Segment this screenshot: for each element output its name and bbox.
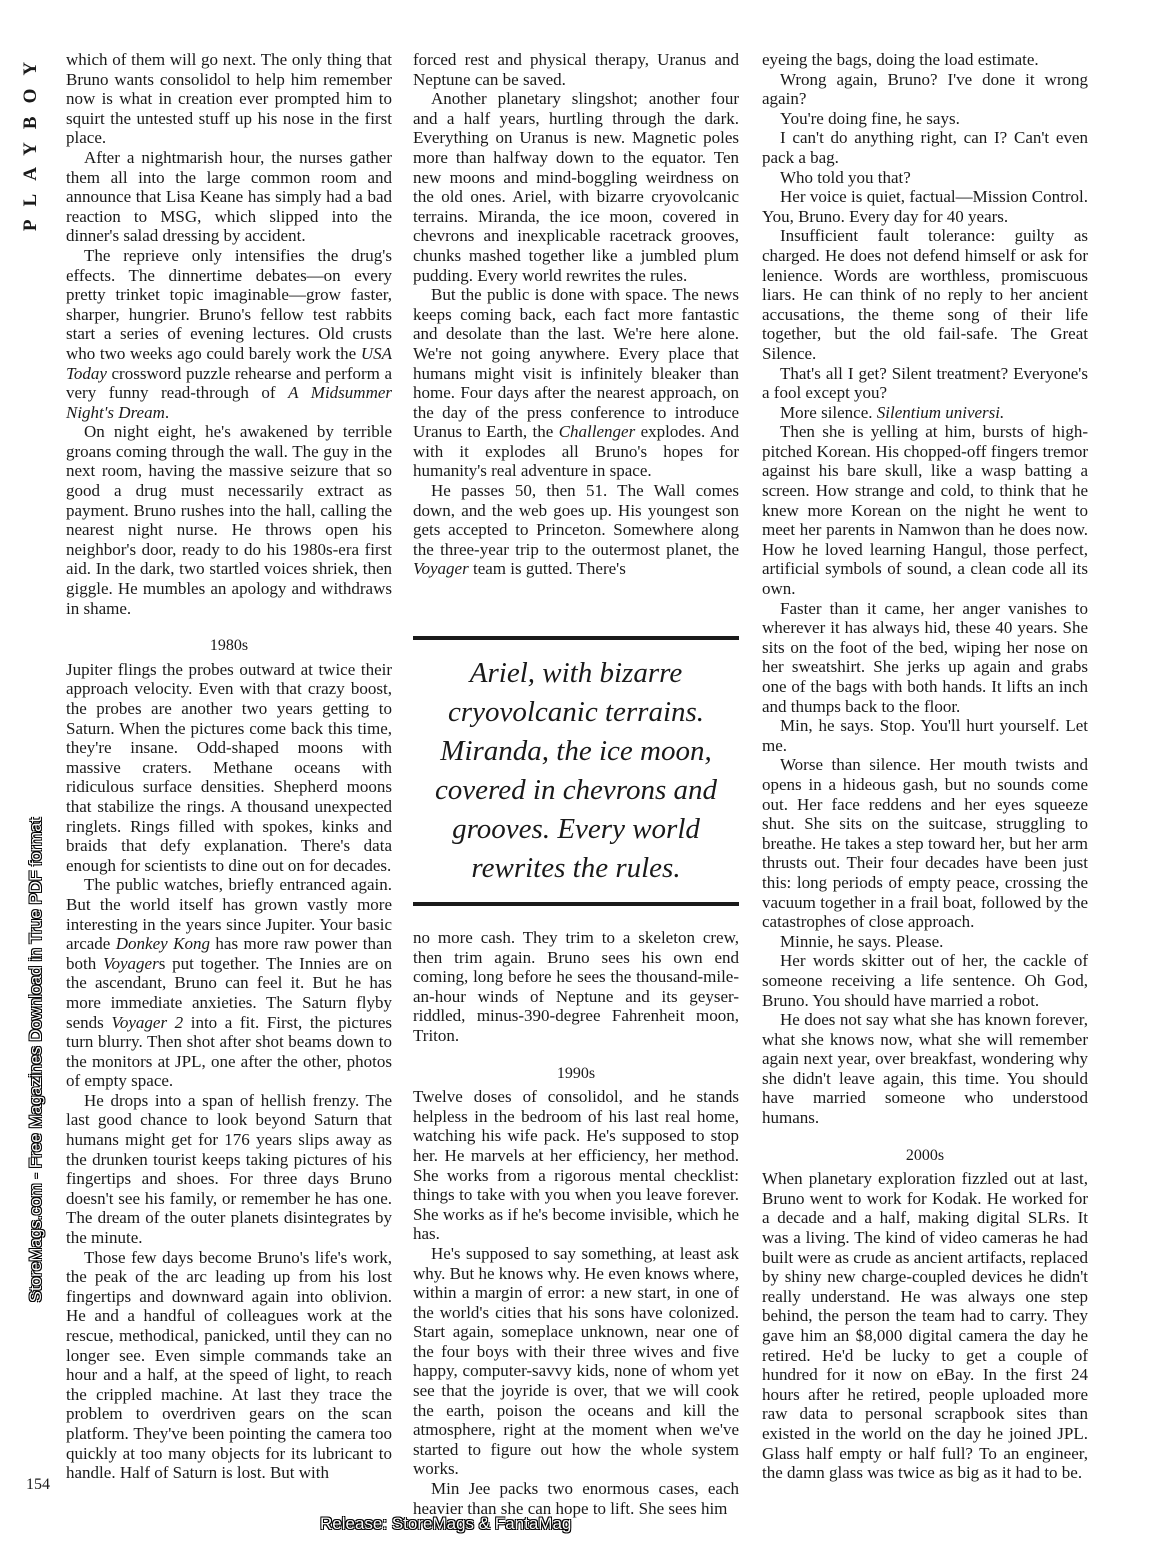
article-column-3 bbox=[762, 50, 1088, 1500]
paragraph: Worse than silence. Her mouth twists and opens in a hideous gash, but no sounds come out. Her face reddens and her eyes squeeze shut. She sits on the suitcase, struggling to breathe. He takes a step toward her, but her arm thrusts out. Their four decades have been just this: long periods of empty peace, crossing the vacuum together in a frail boat, followed by the catastrophes of close approach. bbox=[762, 755, 1088, 932]
paragraph: Wrong again, Bruno? I've done it wrong again? bbox=[762, 69, 1088, 109]
paragraph: On night eight, he's awakened by terrible groans coming through the wall. The guy in the next room, having the massive seizure that so good a drug must necessarily extract as payment. Bruno rushes into the hall, calling the nearest night nurse. He throws open his neighbor's door, ready to do his 1980s-era first aid. In the dark, two startled voices shriek, then giggle. He mumbles an apology and withdraws in shame. bbox=[66, 422, 392, 618]
paragraph: The public watches, briefly entranced again. But the world itself has grown vastly more interesting in the years since Jupiter. Your basic arcade Donkey Kong has more raw power than both Voyagers put together. The Innies are on the ascendant, Bruno can feel it. But he has more immediate anxieties. The Saturn flyby sends Voyager 2 into a fit. First, the pictures turn blurry. Then shot after shot beams down to the monitors at JPL, one after the other, photos of empty space. bbox=[66, 875, 392, 1091]
paragraph: But the public is done with space. The news keeps coming back, each fact more fantastic and desolate than the last. We're here alone. We're not going anywhere. Every place that humans might visit is infinitely bleaker than home. Four days after the nearest approach, on the day of the press conference to introduce Uranus to Earth, the Challenger explodes. And with it explodes all Bruno's hopes for humanity's real adventure in space. bbox=[413, 285, 739, 481]
article-column-1 bbox=[66, 50, 392, 1500]
pull-quote bbox=[413, 636, 739, 906]
paragraph: He's supposed to say something, at least ask why. But he knows why. He even knows where, within a margin of error: a new start, in one of the world's cities that his sons have colonized. Start again, someplace unknown, near one of the four boys with their three wives and five happy, computer-savvy kids, none of whom yet see that the joyride is over, that we will cook the earth, poison the oceans and kill the atmosphere, right at the moment when we've started to figure out how the whole system works. bbox=[413, 1243, 739, 1479]
paragraph: Min Jee packs two enormous cases, each heavier than she can hope to lift. She sees him bbox=[413, 1479, 739, 1518]
article-column-2-top bbox=[413, 50, 739, 630]
paragraph: Then she is yelling at him, bursts of high-pitched Korean. His chopped-off fingers tremor against his bare skull, like a wasp batting a screen. How strange and cold, to think that he knew more Korean on the night he went to meet her parents in Namwon than he does now. How he loved learning Hangul, those perfect, artificial symbols of sound, a clean code all its own. bbox=[762, 422, 1088, 599]
paragraph: The reprieve only intensifies the drug's effects. The dinnertime debates—on every pretty trinket topic imaginable—grow faster, sharper, hungrier. Bruno's fellow test rabbits start a series of evening lectures. Old crusts who two weeks ago could barely work the USA Today crossword puzzle rehearse and perform a very funny read-through of A Midsummer Night's Dream. bbox=[66, 245, 393, 422]
paragraph: Min, he says. Stop. You'll hurt yourself. Let me. bbox=[762, 716, 1088, 755]
paragraph: forced rest and physical therapy, Uranus and Neptune can be saved. bbox=[413, 50, 739, 89]
paragraph: He drops into a span of hellish frenzy. The last good chance to look beyond Saturn that humans might get for 176 years slips away as the drunken tourist keeps taking pictures of his fingertips and shoes. For three days Bruno doesn't see his family, or remember he has one. The dream of the outer planets disintegrates by the minute. bbox=[66, 1090, 392, 1248]
paragraph: Another planetary slingshot; another four and a half years, hurtling through the dark. Everything on Uranus is new. Magnetic poles more than halfway down to the equator. Ten new moons and mind-boggling weirdness on the old ones. Ariel, with bizarre cryovolcanic terrains. Miranda, the ice moon, covered in chevrons and inexplicable racetrack grooves, chunks mashed together like a jumbled plum pudding. Every world rewrites the rules. bbox=[413, 89, 739, 285]
paragraph: Those few days become Bruno's life's work, the peak of the arc leading up from his lost fingertips and downward again into oblivion. He and a handful of colleagues work at the rescue, methodical, panicked, until they can no longer see. Even simple commands take an hour and a half, at the speed of light, to reach the crippled machine. At last they trace the problem to overdriven gears on the scan platform. They've been pointing the camera too quickly at too many objects for its lubricant to handle. Half of Saturn is lost. But with bbox=[66, 1247, 392, 1483]
paragraph: Faster than it came, her anger vanishes to wherever it has always hid, these 40 years. She sits on the foot of the bed, wiping her nose on her sweatshirt. She jerks up again and grabs one of the bags with both hands. It lifts an inch and thumps back to the floor. bbox=[762, 598, 1088, 716]
paragraph: Her words skitter out of her, the cackle of someone receiving a life sentence. Oh God, Bruno. You should have married a robot. bbox=[762, 951, 1088, 1010]
paragraph: no more cash. They trim to a skeleton crew, then trim again. Bruno sees his own end coming, long before he sees the thousand-mile-an-hour winds of Neptune and its geyser-riddled, minus-390-degree Fahrenheit moon, Triton. bbox=[413, 928, 739, 1045]
article-column-2-bottom bbox=[413, 928, 739, 1518]
paragraph: Twelve doses of consolidol, and he stands helpless in the bedroom of his last real home, watching his wife pack. He's supposed to stop her. He marvels at her efficiency, her method. She works from a rigorous mental checklist: things to take with you when you leave forever. She works as if he's become invisible, which he has. bbox=[413, 1087, 739, 1244]
paragraph: eyeing the bags, doing the load estimate. bbox=[762, 50, 1039, 69]
paragraph: which of them will go next. The only thing that Bruno wants consolidol to help him remember now is what in creation ever prompted him to squirt the untested stuff up his nose in the first place. bbox=[66, 50, 392, 148]
paragraph: Who told you that? bbox=[780, 167, 911, 187]
paragraph: After a nightmarish hour, the nurses gather them all into the large common room and announce that Lisa Keane has simply had a bad reaction to MSG, which slipped into the dinner's salad dressing by accident. bbox=[66, 147, 392, 246]
paragraph: He does not say what she has known forever, what she knows now, what she will remember again next year, over breakfast, wondering why she didn't leave again, this time. You should have married someone who understood humans. bbox=[762, 1010, 1088, 1128]
source-credit: StoreMags.com - Free Magazines Download in True PDF format bbox=[26, 817, 45, 1303]
page-number: 154 bbox=[26, 1476, 50, 1493]
section-heading-1980s: 1980s bbox=[209, 637, 249, 655]
paragraph: Jupiter flings the probes outward at twice their approach velocity. Even with that crazy boost, the probes are another two years getting to Saturn. When the pictures come back this time, they're insane. Odd-shaped moons with massive craters. Methane oceans with ridiculous surface densities. Shepherd moons that stabilize the rings. A thousand unexpected ringlets. Rings filled with spokes, kinks and braids that defy explanation. There's data enough for scientists to dine out on for decades. bbox=[66, 659, 392, 875]
paragraph: He passes 50, then 51. The Wall comes down, and the web goes up. His youngest son gets accepted to Princeton. Somewhere along the three-year trip to the outermost planet, the Voyager team is gutted. There's bbox=[413, 481, 739, 579]
paragraph: Insufficient fault tolerance: guilty as charged. He does not defend himself or ask for lenience. Words are worthless, promiscuous liars. He can think of no reply to her ancient accusations, the theme song of their life together, but the old fail-safe. The Great Silence. bbox=[762, 226, 1088, 363]
pull-quote-text: Ariel, with bizarre cryovolcanic terrains. Miranda, the ice moon, covered in chevrons and grooves. Every world rewrites the rules. bbox=[434, 657, 718, 884]
paragraph: I can't do anything right, can I? Can't even pack a bag. bbox=[762, 128, 1088, 167]
paragraph: When planetary exploration fizzled out at last, Bruno went to work for Kodak. He worked for a decade and a half, making digital SLRs. It was a living. The kind of video cameras he had built were as crude as ancient artifacts, replaced by shiny new charge-coupled devices he didn't really understand. He was always one step behind, the person the team had to carry. They gave him an $8,000 digital camera the day he retired. He'd be lucky to get a couple of hundred for it now on eBay. In the first 24 hours after he retired, people uploaded more raw data to personal scrapbook sites than existed in the world on the day he joined JPL. Glass half empty or half full? To an engineer, the damn glass was twice as big as it had to be. bbox=[762, 1169, 1088, 1483]
paragraph: That's all I get? Silent treatment? Everyone's a fool except you? bbox=[762, 363, 1088, 403]
release-credit: Release: StoreMags & FantaMag bbox=[320, 1514, 572, 1533]
paragraph: More silence. Silentium universi. bbox=[780, 402, 1005, 422]
section-heading-2000s: 2000s bbox=[905, 1146, 945, 1164]
section-heading-1990s: 1990s bbox=[556, 1064, 596, 1082]
paragraph: You're doing fine, he says. bbox=[780, 108, 960, 128]
paragraph: Minnie, he says. Please. bbox=[780, 931, 944, 951]
magazine-brand: PLAYBOY bbox=[20, 48, 41, 232]
paragraph: Her voice is quiet, factual—Mission Control. You, Bruno. Every day for 40 years. bbox=[762, 187, 1088, 226]
